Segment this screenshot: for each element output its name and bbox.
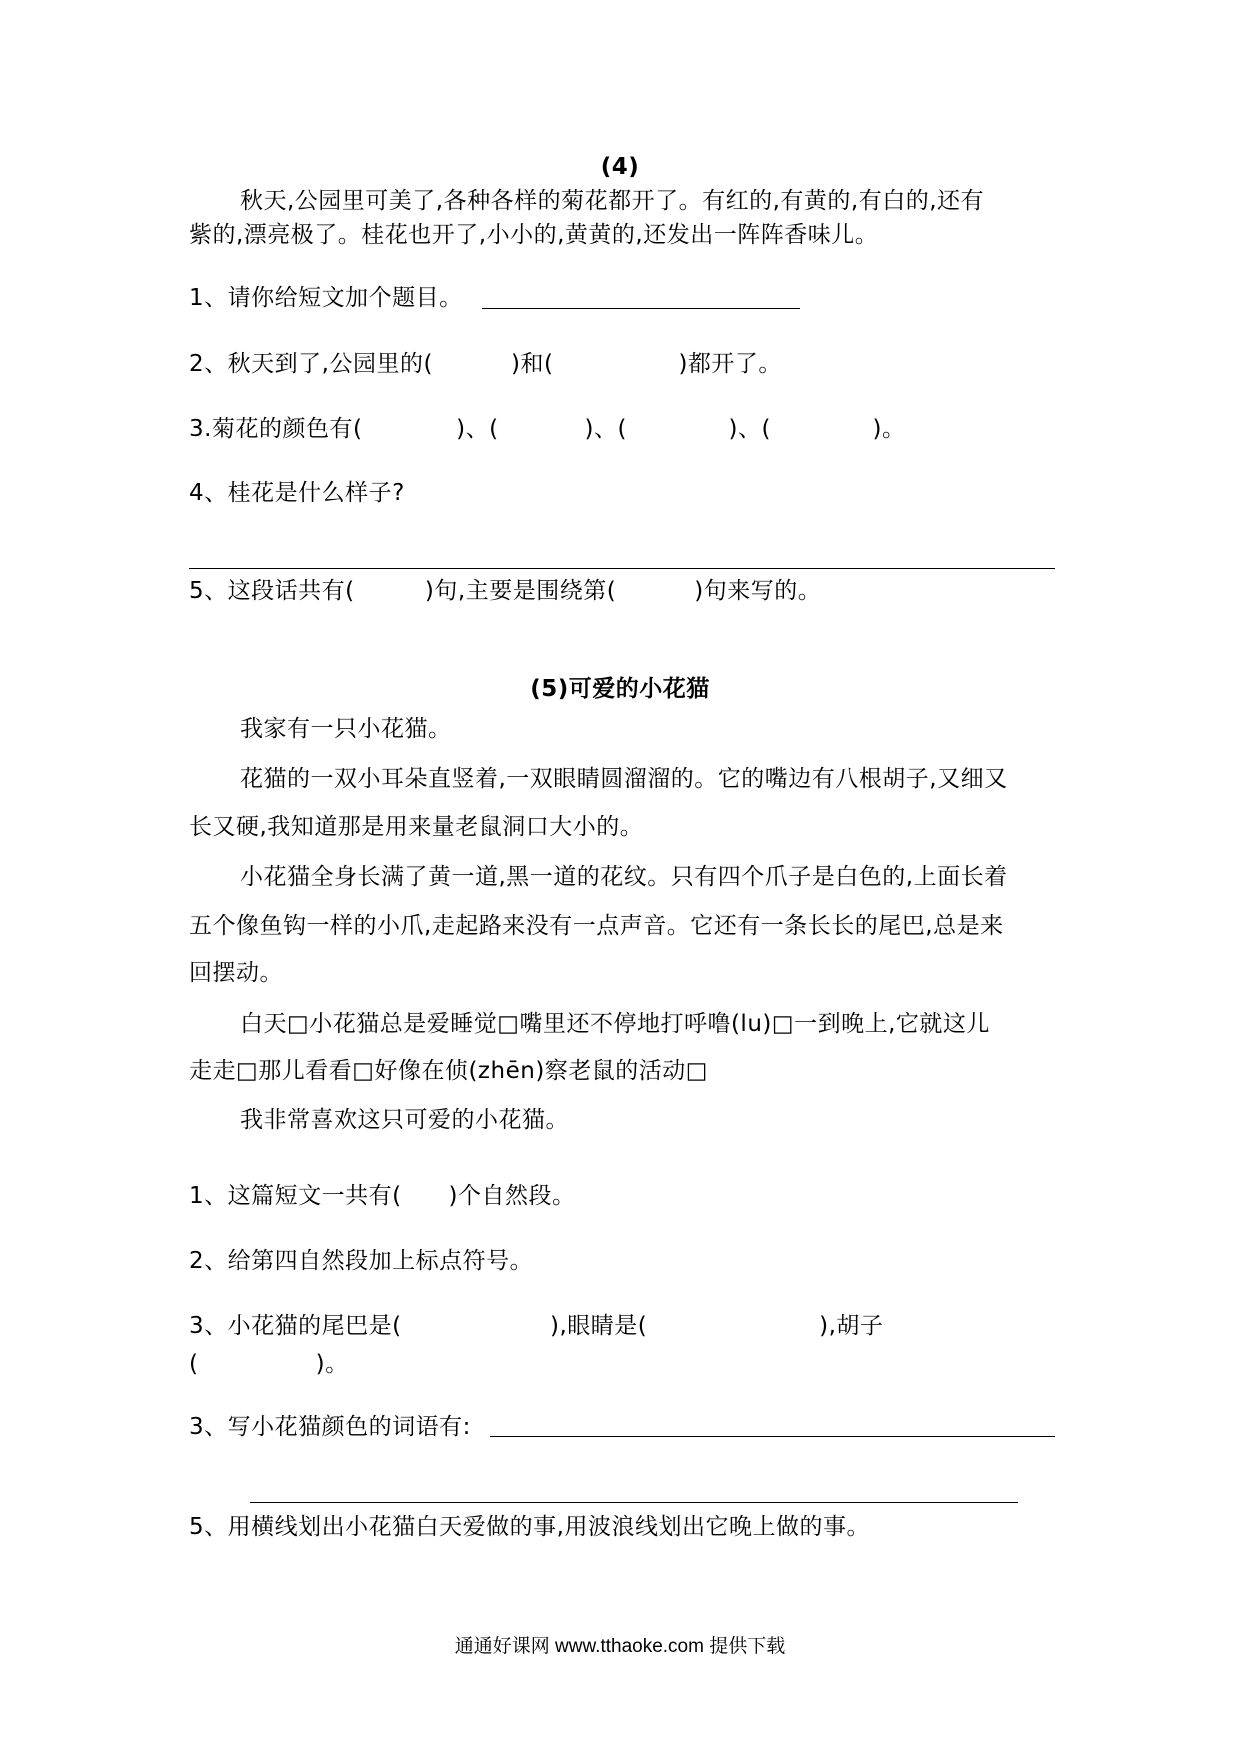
section4-question-1: 1、请你给短文加个题目。 [189,285,463,311]
answer-line [189,568,1055,569]
section5-title: (5)可爱的小花猫 [530,676,710,702]
answer-line [482,308,800,309]
section4-question-2: 2、秋天到了,公园里的( )和( )都开了。 [189,351,782,377]
section5-question-3b: 3、写小花猫颜色的词语有: [189,1414,471,1440]
section4-question-3: 3.菊花的颜色有( )、( )、( )、( )。 [189,416,906,442]
section5-passage-line-3: 长又硬,我知道那是用来量老鼠洞口大小的。 [189,814,644,840]
section5-question-3: 3、小花猫的尾巴是( ),眼睛是( ),胡子 [189,1313,884,1339]
section5-passage-line-8: 走走□那儿看看□好像在侦(zhēn)察老鼠的活动□ [189,1058,709,1084]
section5-passage-line-5: 五个像鱼钩一样的小爪,走起路来没有一点声音。它还有一条长长的尾巴,总是来 [189,913,1004,939]
section5-question-3-cont: ( )。 [189,1351,349,1377]
section4-question-4: 4、桂花是什么样子? [189,480,405,506]
section5-passage-line-1: 我家有一只小花猫。 [240,716,452,742]
section5-question-2: 2、给第四自然段加上标点符号。 [189,1248,534,1274]
section5-question-1: 1、这篇短文一共有( )个自然段。 [189,1183,576,1209]
answer-line [250,1502,1018,1503]
section4-passage-line-1: 秋天,公园里可美了,各种各样的菊花都开了。有红的,有黄的,有白的,还有 [240,188,985,214]
section4-question-5: 5、这段话共有( )句,主要是围绕第( )句来写的。 [189,578,822,604]
answer-line [490,1436,1055,1437]
section5-passage-line-9: 我非常喜欢这只可爱的小花猫。 [240,1107,569,1133]
section5-question-5: 5、用横线划出小花猫白天爱做的事,用波浪线划出它晚上做的事。 [189,1514,870,1540]
section5-passage-line-2: 花猫的一双小耳朵直竖着,一双眼睛圆溜溜的。它的嘴边有八根胡子,又细又 [240,766,1008,792]
section4-passage-line-2: 紫的,漂亮极了。桂花也开了,小小的,黄黄的,还发出一阵阵香味儿。 [189,222,879,248]
section5-passage-line-4: 小花猫全身长满了黄一道,黑一道的花纹。只有四个爪子是白色的,上面长着 [240,864,1008,890]
section4-title: (4) [600,154,640,180]
section5-passage-line-7: 白天□小花猫总是爱睡觉□嘴里还不停地打呼噜(lu)□一到晚上,它就这儿 [240,1011,990,1037]
section5-passage-line-6: 回摆动。 [189,960,283,986]
footer-credit: 通通好课网 www.tthaoke.com 提供下载 [454,1636,786,1657]
